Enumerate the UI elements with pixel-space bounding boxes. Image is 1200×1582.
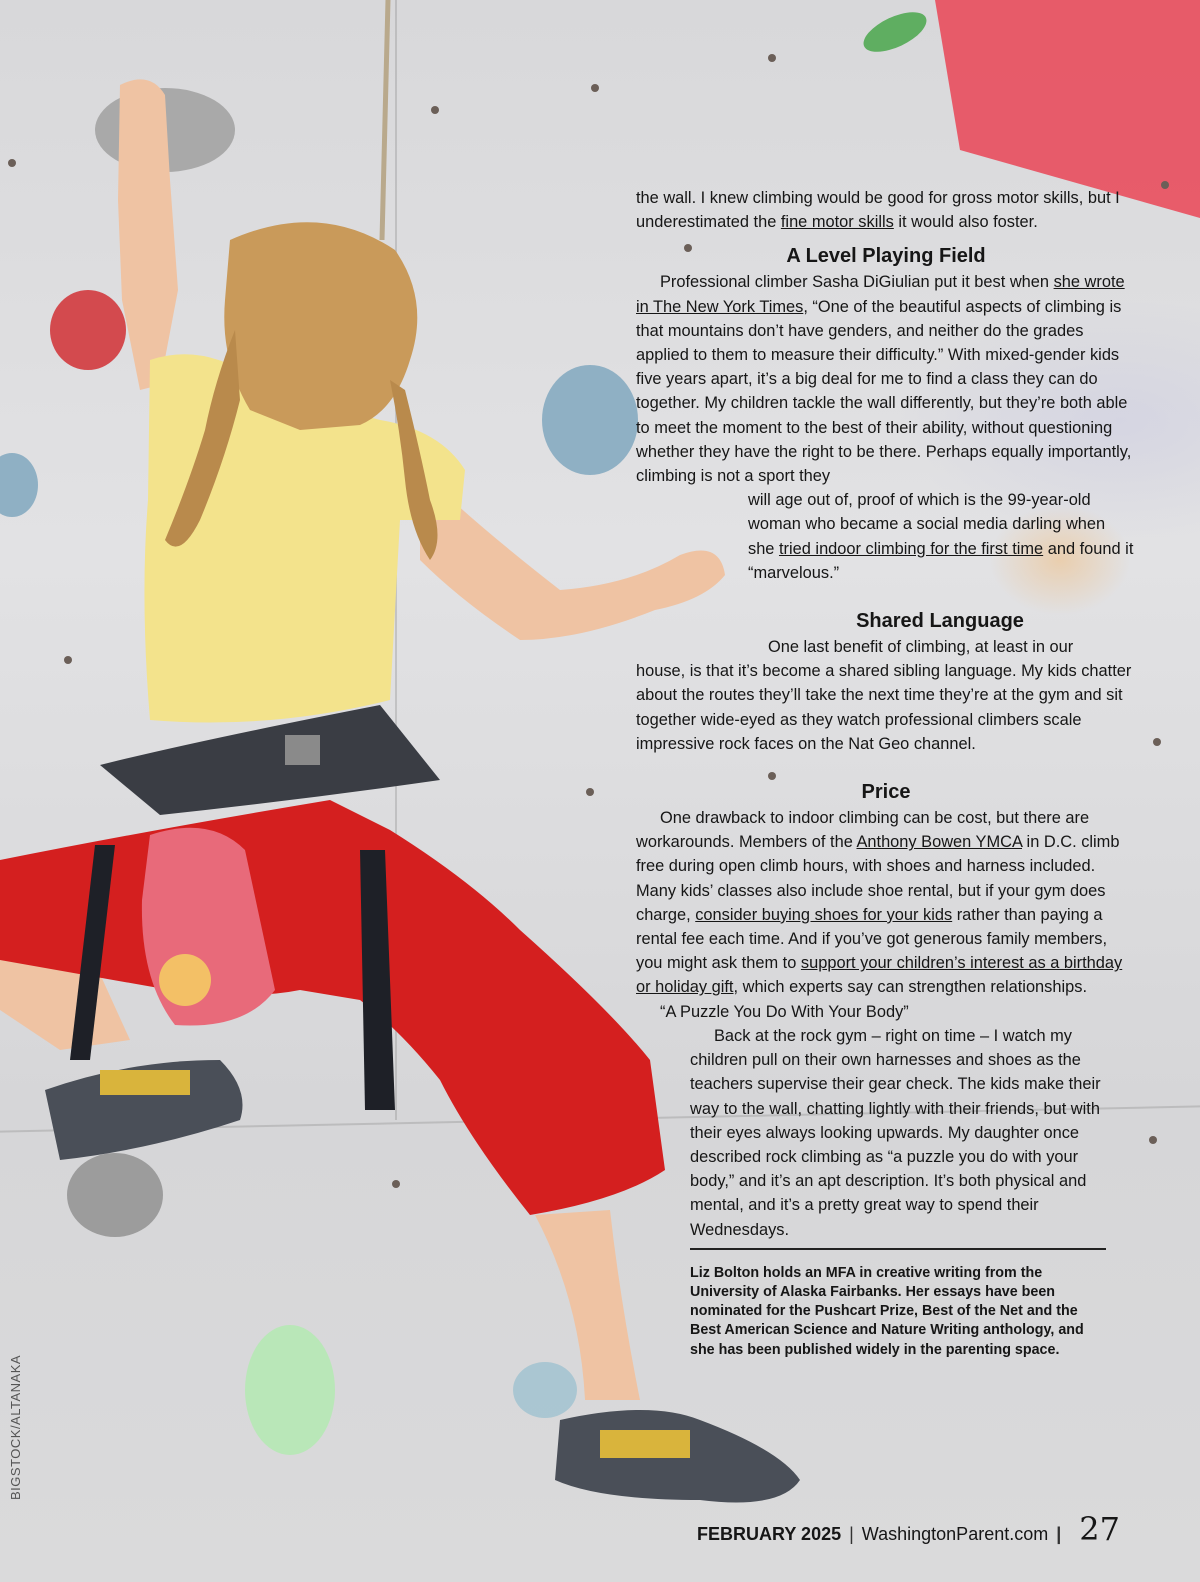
link-fine-motor-skills[interactable]: fine motor skills: [780, 213, 894, 232]
blue-hold: [542, 365, 638, 475]
section1-paragraph: [636, 270, 1136, 488]
paragraph-text: , “One of the beautiful aspects of climbing is that mountains don’t have genders, and neither do the grades applied to them to measure their difficulty.” With mixed-gender kids five years apart, it’s a big deal for me to find a class they can do together. My children tackle the wall differently, but they’re both able to meet the moment to the best of their ability, without questioning whether they have the right to be there. Perhaps equally importantly, climbing is not a sport they: [636, 297, 1132, 486]
link-buying-shoes[interactable]: consider buying shoes for your kids: [695, 905, 953, 924]
heading-level-playing-field: A Level Playing Field: [786, 245, 986, 268]
paragraph-text: it would also foster.: [893, 213, 1038, 232]
paragraph-text: rather than paying a rental fee each time. And if you’ve got generous family members, you might ask them to: [636, 905, 1108, 973]
chalk-bag-flower: [159, 954, 211, 1006]
footer-separator: |: [1056, 1524, 1062, 1544]
paragraph-text: the wall. I knew climbing would be good for gross motor skills, but I underestimated the: [636, 189, 1120, 232]
section2-first-line: One last benefit of climbing, at least in our: [768, 638, 1074, 657]
climber-hair: [224, 222, 417, 430]
site-name: WashingtonParent.com: [861, 1524, 1049, 1544]
paragraph-text: in D.C. climb free during open climb hours, with shoes and harness included. Many kids’ classes also include shoe rental, but if your gym does charge,: [636, 833, 1120, 924]
heading-shared-language: Shared Language: [856, 610, 1024, 633]
photo-credit: BIGSTOCK/ALTANAKA: [8, 1354, 23, 1500]
article-body: [636, 186, 1136, 1360]
section3-paragraph: [636, 806, 1136, 1000]
blue-hold: [0, 453, 38, 517]
link-anthony-bowen-ymca[interactable]: Anthony Bowen YMCA: [856, 833, 1022, 852]
heading-price: Price: [861, 781, 911, 804]
section2-paragraph: house, is that it’s become a shared sibling language. My kids chatter about the routes they’ll take the next time they’re at the gym and sit together wide-eyed as they watch professional climbers scale impressive rock faces on the Nat Geo channel.: [636, 662, 1132, 753]
paragraph-text: Professional climber Sasha DiGiulian put it best when: [660, 273, 1054, 292]
paragraph-text: will age out of, proof of which is the 99-year-old woman who became a social media darling when she: [748, 491, 1106, 558]
page-footer: [697, 1510, 1120, 1548]
link-indoor-climbing[interactable]: tried indoor climbing for the first time: [778, 539, 1044, 558]
rope: [382, 0, 388, 240]
paragraph-text: , which experts say can strengthen relationships.: [733, 978, 1087, 997]
blue-hold: [513, 1362, 577, 1418]
closing-column: [636, 1024, 1106, 1360]
puzzle-subhead: “A Puzzle You Do With Your Body”: [660, 1002, 909, 1021]
gray-hold: [67, 1153, 163, 1237]
section1-paragraph-continued: [636, 488, 1136, 585]
author-bio: Liz Bolton holds an MFA in creative writing from the University of Alaska Fairbanks. Her essays have been nominated for the Pushcart Prize, Best of the Net and the Best American Science and Nature Writing anthology, and she has been published widely in the parenting space.: [690, 1264, 1084, 1358]
paragraph-text: and found it “marvelous.”: [748, 539, 1134, 582]
issue-date: FEBRUARY 2025: [697, 1524, 842, 1544]
harness-buckle: [285, 735, 320, 765]
link-nyt-article[interactable]: she wrote in The New York Times: [636, 273, 1125, 316]
paragraph-text: One drawback to indoor climbing can be cost, but there are workarounds. Members of the: [636, 809, 1090, 852]
link-gift-support[interactable]: support your children’s interest as a birthday or holiday gift: [636, 954, 1123, 997]
green-hold: [245, 1325, 335, 1455]
footer-separator: |: [849, 1524, 854, 1544]
green-hold: [858, 4, 932, 60]
climber-harness: [100, 705, 440, 815]
closing-paragraph: Back at the rock gym – right on time – I watch my children pull on their own harnesses and shoes as the teachers supervise their gear check. The kids make their way to the wall, chatting lightly with their friends, but with their eyes always looking upwards. My daughter once described rock climbing as “a puzzle you do with your body,” and it’s an apt description. It’s both physical and mental, and it’s a pretty great way to spend their Wednesdays.: [690, 1026, 1101, 1239]
opening-paragraph: [636, 186, 1136, 234]
divider-rule: [690, 1248, 1106, 1250]
page-number: 27: [1079, 1510, 1120, 1548]
red-hold: [50, 290, 126, 370]
